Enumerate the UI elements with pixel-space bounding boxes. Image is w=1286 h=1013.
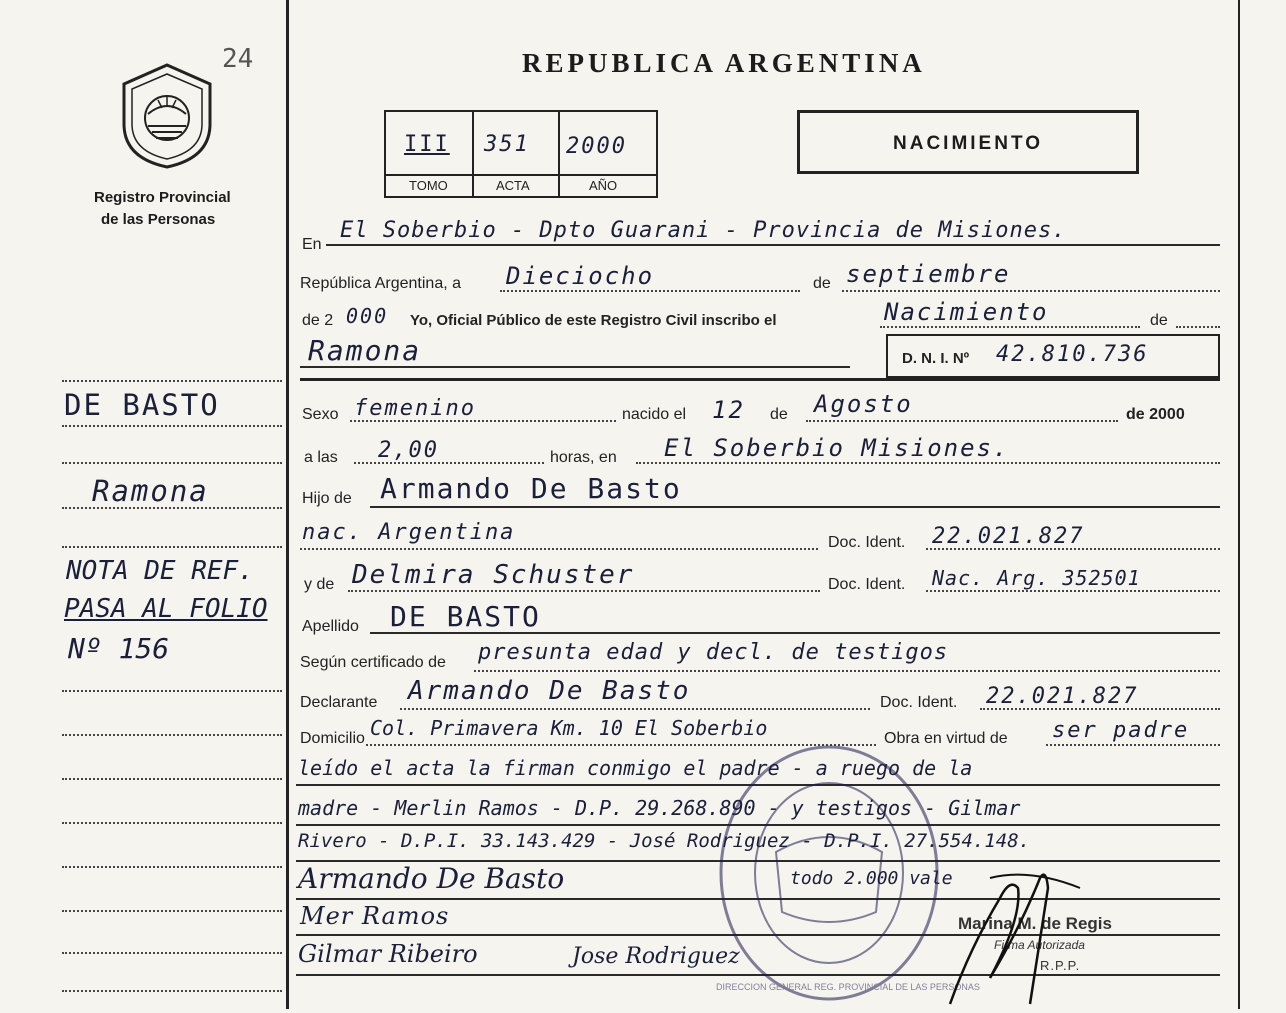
de-label: de bbox=[813, 275, 831, 292]
record-type-box bbox=[797, 110, 1139, 174]
registry-name-line1: Registro Provincial bbox=[94, 189, 231, 206]
de-year-label: de 2000 bbox=[1126, 406, 1185, 423]
signature-testigo-1: Gilmar Ribeiro bbox=[298, 940, 478, 968]
page-title: REPUBLICA ARGENTINA bbox=[522, 48, 926, 78]
oficial-text: Yo, Oficial Público de este Registro Civil inscribo el bbox=[410, 312, 777, 329]
declarante-doc: 22.021.827 bbox=[986, 684, 1139, 709]
child-name: Ramona bbox=[308, 334, 422, 367]
dni-label: D. N. I. Nº bbox=[902, 350, 970, 367]
text-line-2: madre - Merlin Ramos - D.P. 29.268.890 - y testigos - Gilmar bbox=[298, 796, 1021, 820]
margin-line bbox=[62, 990, 282, 992]
margin-surname: DE BASTO bbox=[64, 388, 220, 422]
dni-box bbox=[886, 334, 1220, 378]
mother-doc-label: Doc. Ident. bbox=[828, 576, 906, 593]
record-type: NACIMIENTO bbox=[893, 133, 1043, 154]
ano-label: AÑO bbox=[589, 178, 618, 193]
margin-line bbox=[62, 910, 282, 912]
apellido-value: DE BASTO bbox=[390, 600, 541, 633]
acta-value: 351 bbox=[484, 132, 530, 157]
birth-day: 12 bbox=[712, 396, 745, 424]
republica-label: República Argentina, a bbox=[300, 275, 461, 292]
day-words: Dieciocho bbox=[506, 262, 655, 290]
margin-line bbox=[62, 425, 282, 427]
left-column-border bbox=[286, 0, 289, 1009]
right-page-border bbox=[1238, 0, 1240, 1009]
sexo-value: femenino bbox=[354, 396, 476, 421]
declarante-value: Armando De Basto bbox=[408, 676, 691, 706]
hijo-label: Hijo de bbox=[302, 490, 352, 507]
margin-line bbox=[62, 462, 282, 464]
official-name: Marina M. de Regis bbox=[958, 914, 1112, 933]
place-value: El Soberbio - Dpto Guarani - Provincia de Misiones. bbox=[340, 218, 1067, 243]
round-registry-stamp bbox=[716, 742, 980, 1004]
text-line-1: leído el acta la firman conmigo el padre - a ruego de la bbox=[298, 756, 973, 780]
sexo-label: Sexo bbox=[302, 406, 339, 423]
horas-label: horas, en bbox=[550, 449, 617, 466]
de-label-2: de bbox=[1150, 312, 1168, 329]
margin-line bbox=[62, 822, 282, 824]
hour-value: 2,00 bbox=[378, 438, 439, 463]
official-org: R.P.P. bbox=[1040, 958, 1081, 973]
de-label-3: de bbox=[770, 406, 788, 423]
dni-value: 42.810.736 bbox=[996, 342, 1149, 367]
text-line-4: todo 2.000 vale bbox=[790, 868, 953, 889]
year-hand: 000 bbox=[346, 304, 389, 328]
page-number: 24 bbox=[222, 44, 254, 74]
acta-label: ACTA bbox=[496, 178, 530, 193]
margin-line bbox=[62, 380, 282, 382]
round-stamp-text: DIRECCION GENERAL REG. PROVINCIAL DE LAS PERSONAS bbox=[716, 982, 980, 992]
segun-value: presunta edad y decl. de testigos bbox=[478, 640, 949, 665]
tomo-label: TOMO bbox=[409, 178, 448, 193]
margin-line bbox=[62, 952, 282, 954]
father-name: Armando De Basto bbox=[380, 472, 682, 505]
domicilio-value: Col. Primavera Km. 10 El Soberbio bbox=[370, 716, 768, 740]
provincial-seal bbox=[118, 62, 216, 170]
mother-name: Delmira Schuster bbox=[352, 560, 635, 590]
year-prefix: de 2 bbox=[302, 312, 334, 329]
inscribe-value: Nacimiento bbox=[884, 298, 1049, 326]
official-title: Firma Autorizada bbox=[994, 938, 1085, 952]
margin-note-line3: Nº 156 bbox=[68, 632, 170, 665]
margin-given-name: Ramona bbox=[92, 474, 209, 508]
text-line-3: Rivero - D.P.I. 33.143.429 - José Rodriguez - D.P.I. 27.554.148. bbox=[298, 830, 1031, 852]
obra-label: Obra en virtud de bbox=[884, 730, 1008, 747]
obra-value: ser padre bbox=[1052, 718, 1190, 743]
margin-note-line1: NOTA DE REF. bbox=[66, 556, 254, 586]
signature-declarante: Armando De Basto bbox=[298, 862, 565, 895]
domicilio-label: Domicilio bbox=[300, 730, 365, 747]
margin-note-line2: PASA AL FOLIO bbox=[64, 594, 268, 624]
margin-line bbox=[62, 778, 282, 780]
ano-value: 2000 bbox=[566, 134, 627, 159]
apellido-label: Apellido bbox=[302, 618, 359, 635]
father-doc: 22.021.827 bbox=[932, 524, 1085, 549]
margin-line bbox=[62, 734, 282, 736]
margin-line bbox=[62, 866, 282, 868]
month-value: septiembre bbox=[846, 260, 1011, 288]
registry-name-line2: de las Personas bbox=[101, 211, 216, 228]
birth-place: El Soberbio Misiones. bbox=[664, 434, 1010, 462]
father-nationality: nac. Argentina bbox=[302, 520, 516, 545]
signature-madre: Mer Ramos bbox=[300, 902, 450, 930]
segun-label: Según certificado de bbox=[300, 654, 446, 671]
tomo-value: III bbox=[404, 132, 450, 157]
en-label: En bbox=[302, 236, 322, 253]
declarante-label: Declarante bbox=[300, 694, 378, 711]
y-de-label: y de bbox=[304, 576, 335, 593]
official-signature-scribble bbox=[930, 858, 1100, 1008]
mother-doc: Nac. Arg. 352501 bbox=[932, 566, 1141, 590]
margin-line bbox=[62, 690, 282, 692]
signature-testigo-2: Jose Rodriguez bbox=[572, 944, 740, 969]
margin-line bbox=[62, 546, 282, 548]
birth-month: Agosto bbox=[814, 390, 913, 418]
declarante-doc-label: Doc. Ident. bbox=[880, 694, 958, 711]
nacido-label: nacido el bbox=[622, 406, 687, 423]
father-doc-label: Doc. Ident. bbox=[828, 534, 906, 551]
a-las-label: a las bbox=[304, 449, 338, 466]
margin-line bbox=[62, 507, 282, 509]
book-reference-table bbox=[384, 110, 658, 198]
